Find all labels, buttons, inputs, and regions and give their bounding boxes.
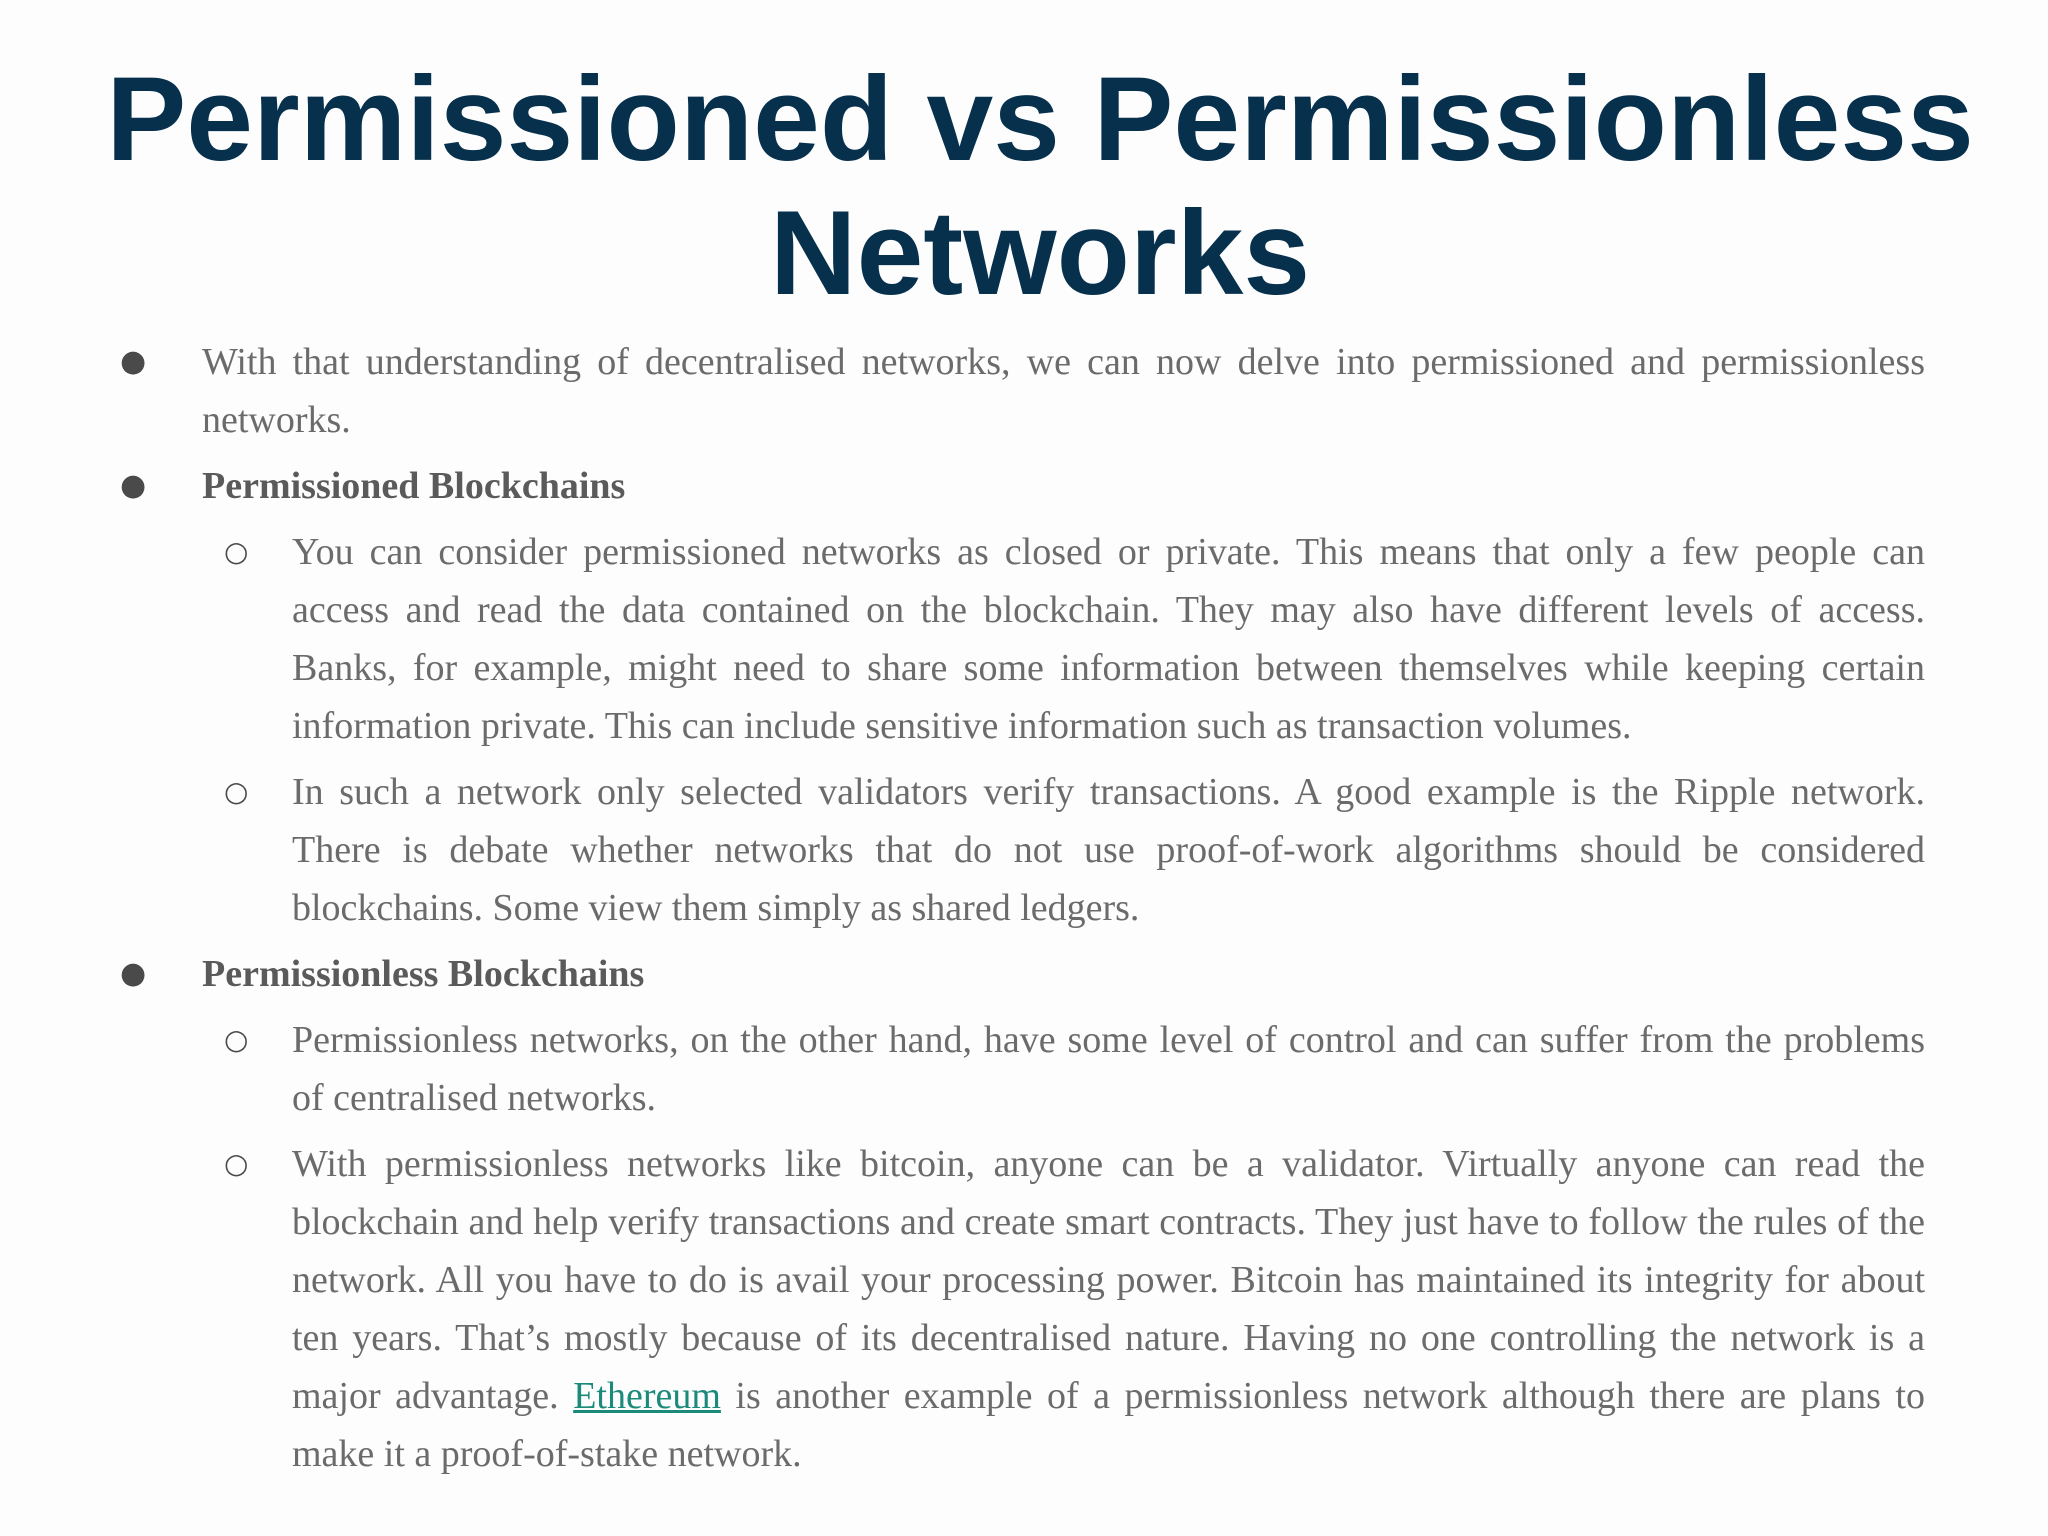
title-line-2: Networks	[769, 186, 1311, 320]
filled-bullet-icon: ●	[120, 344, 147, 379]
text-after-link: is another example of a permissionless network although there are plans to make it a proof-of-stake network.	[292, 1375, 1925, 1475]
section-heading: Permissioned Blockchains	[202, 465, 626, 507]
bullet-permissioned-heading	[120, 457, 1925, 515]
ethereum-link[interactable]: Ethereum	[573, 1375, 721, 1417]
section-heading: Permissionless Blockchains	[202, 953, 645, 995]
text-before-link: With permissionless networks like bitcoin, anyone can be a validator. Virtually anyone can read the blockchain and help verify transactions and create smart contracts. They just have to follow the rules of the network. All you have to do is avail your processing power. Bitcoin has maintained its integrity for about ten years. That’s mostly because of its decentralised nature. Having no one controlling the network is a major advantage.	[292, 1143, 1925, 1417]
hollow-bullet-icon: ○	[224, 1023, 249, 1056]
slide-title	[80, 52, 2000, 320]
hollow-bullet-icon: ○	[224, 775, 249, 808]
sub-bullet	[120, 1135, 1925, 1483]
title-line-1: Permissioned vs Permissionless	[106, 52, 1974, 186]
filled-bullet-icon: ●	[120, 956, 147, 991]
sub-bullet-text: In such a network only selected validators verify transactions. A good example is the Ripple network. There is debate whether networks that do not use proof-of-work algorithms should be considered blockchains. Some view them simply as shared ledgers.	[292, 771, 1925, 929]
bullet-list	[120, 333, 1925, 1491]
hollow-bullet-icon: ○	[224, 535, 249, 568]
sub-bullet	[120, 763, 1925, 937]
sub-bullet	[120, 1011, 1925, 1127]
filled-bullet-icon: ●	[120, 468, 147, 503]
bullet-permissionless-heading	[120, 945, 1925, 1003]
bullet-intro	[120, 333, 1925, 449]
hollow-bullet-icon: ○	[224, 1147, 249, 1180]
sub-bullet-text: Permissionless networks, on the other hand, have some level of control and can suffer from the problems of centralised networks.	[292, 1019, 1925, 1119]
sub-bullet	[120, 523, 1925, 755]
bullet-text: With that understanding of decentralised networks, we can now delve into permissioned and permissionless networks.	[202, 341, 1925, 441]
sub-bullet-text	[292, 1143, 1925, 1475]
sub-bullet-text: You can consider permissioned networks as closed or private. This means that only a few people can access and read the data contained on the blockchain. They may also have different levels of access. Banks, for example, might need to share some information between themselves while keeping certain information private. This can include sensitive information such as transaction volumes.	[292, 531, 1925, 747]
